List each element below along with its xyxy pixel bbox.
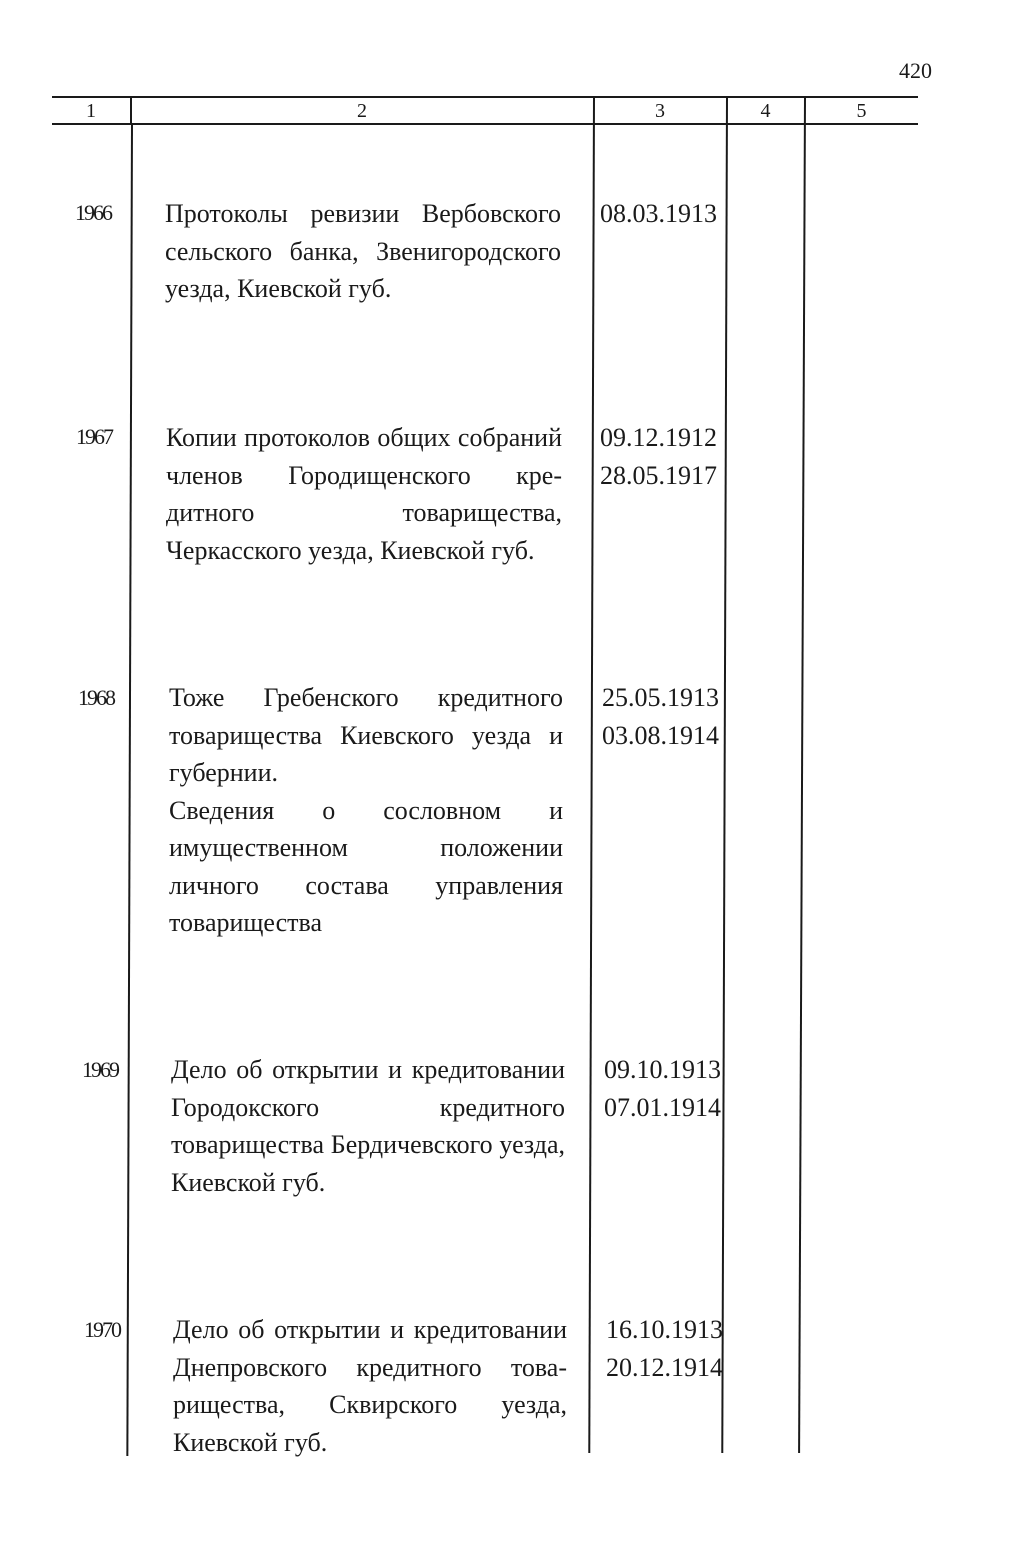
record-number: 1967 (76, 424, 112, 449)
table-header-rule (52, 123, 918, 125)
record-date: 20.12.1914 (606, 1352, 723, 1382)
column-divider-2 (588, 97, 594, 1453)
record-paragraph: Сведения о сословном и имущественном положении личного состава управления товарищества (169, 795, 563, 937)
column-header-3: 3 (655, 100, 665, 122)
column-header-1: 1 (86, 100, 96, 122)
record-title (166, 419, 562, 569)
record-date: 16.10.1913 (606, 1315, 723, 1344)
column-divider-4 (798, 97, 805, 1453)
record-dates (606, 1311, 723, 1386)
column-divider-1-body (126, 123, 132, 1456)
record-number: 1968 (78, 685, 114, 710)
record-dates (600, 195, 717, 233)
record-paragraph: Дело об открытии и кредитовании Городокского кредитного товарищества Бердичевского уезда, Киевской губ. (171, 1055, 565, 1197)
record-number: 1966 (75, 200, 111, 225)
column-header-2: 2 (357, 100, 367, 122)
page-number: 420 (899, 58, 932, 83)
record-dates (600, 419, 717, 494)
record-date: 28.05.1917 (600, 460, 717, 490)
column-divider-3 (721, 97, 727, 1453)
record-date: 07.01.1914 (604, 1092, 721, 1122)
record-paragraph: Протоколы ревизии Вербовского сельского банка, Звенигородского уезда, Киевской губ. (165, 199, 561, 303)
record-title (173, 1311, 567, 1461)
record-title (171, 1051, 565, 1201)
table-top-rule (52, 96, 918, 98)
record-dates (604, 1051, 721, 1126)
record-number: 1969 (82, 1057, 118, 1082)
record-date: 25.05.1913 (602, 683, 719, 712)
record-date: 09.10.1913 (604, 1055, 721, 1084)
record-paragraph: Копии протоколов общих собраний членов Городищенского кре-дитного товарищества, Черкасского уезда, Киевской губ. (166, 423, 562, 565)
record-dates (602, 679, 719, 754)
record-paragraph: Дело об открытии и кредитовании Днепровского кредитного това-рищества, Сквирского уезда, Киевской губ. (173, 1315, 567, 1457)
record-date: 03.08.1914 (602, 720, 719, 750)
record-number: 1970 (84, 1317, 120, 1342)
record-title (169, 679, 563, 942)
record-date: 08.03.1913 (600, 199, 717, 228)
column-header-5: 5 (856, 100, 867, 122)
record-paragraph: Тоже Гребенского кредитного товарищества Киевского уезда и губернии. (169, 683, 563, 787)
record-title (165, 195, 561, 308)
column-header-4: 4 (760, 100, 771, 122)
record-date: 09.12.1912 (600, 423, 717, 452)
